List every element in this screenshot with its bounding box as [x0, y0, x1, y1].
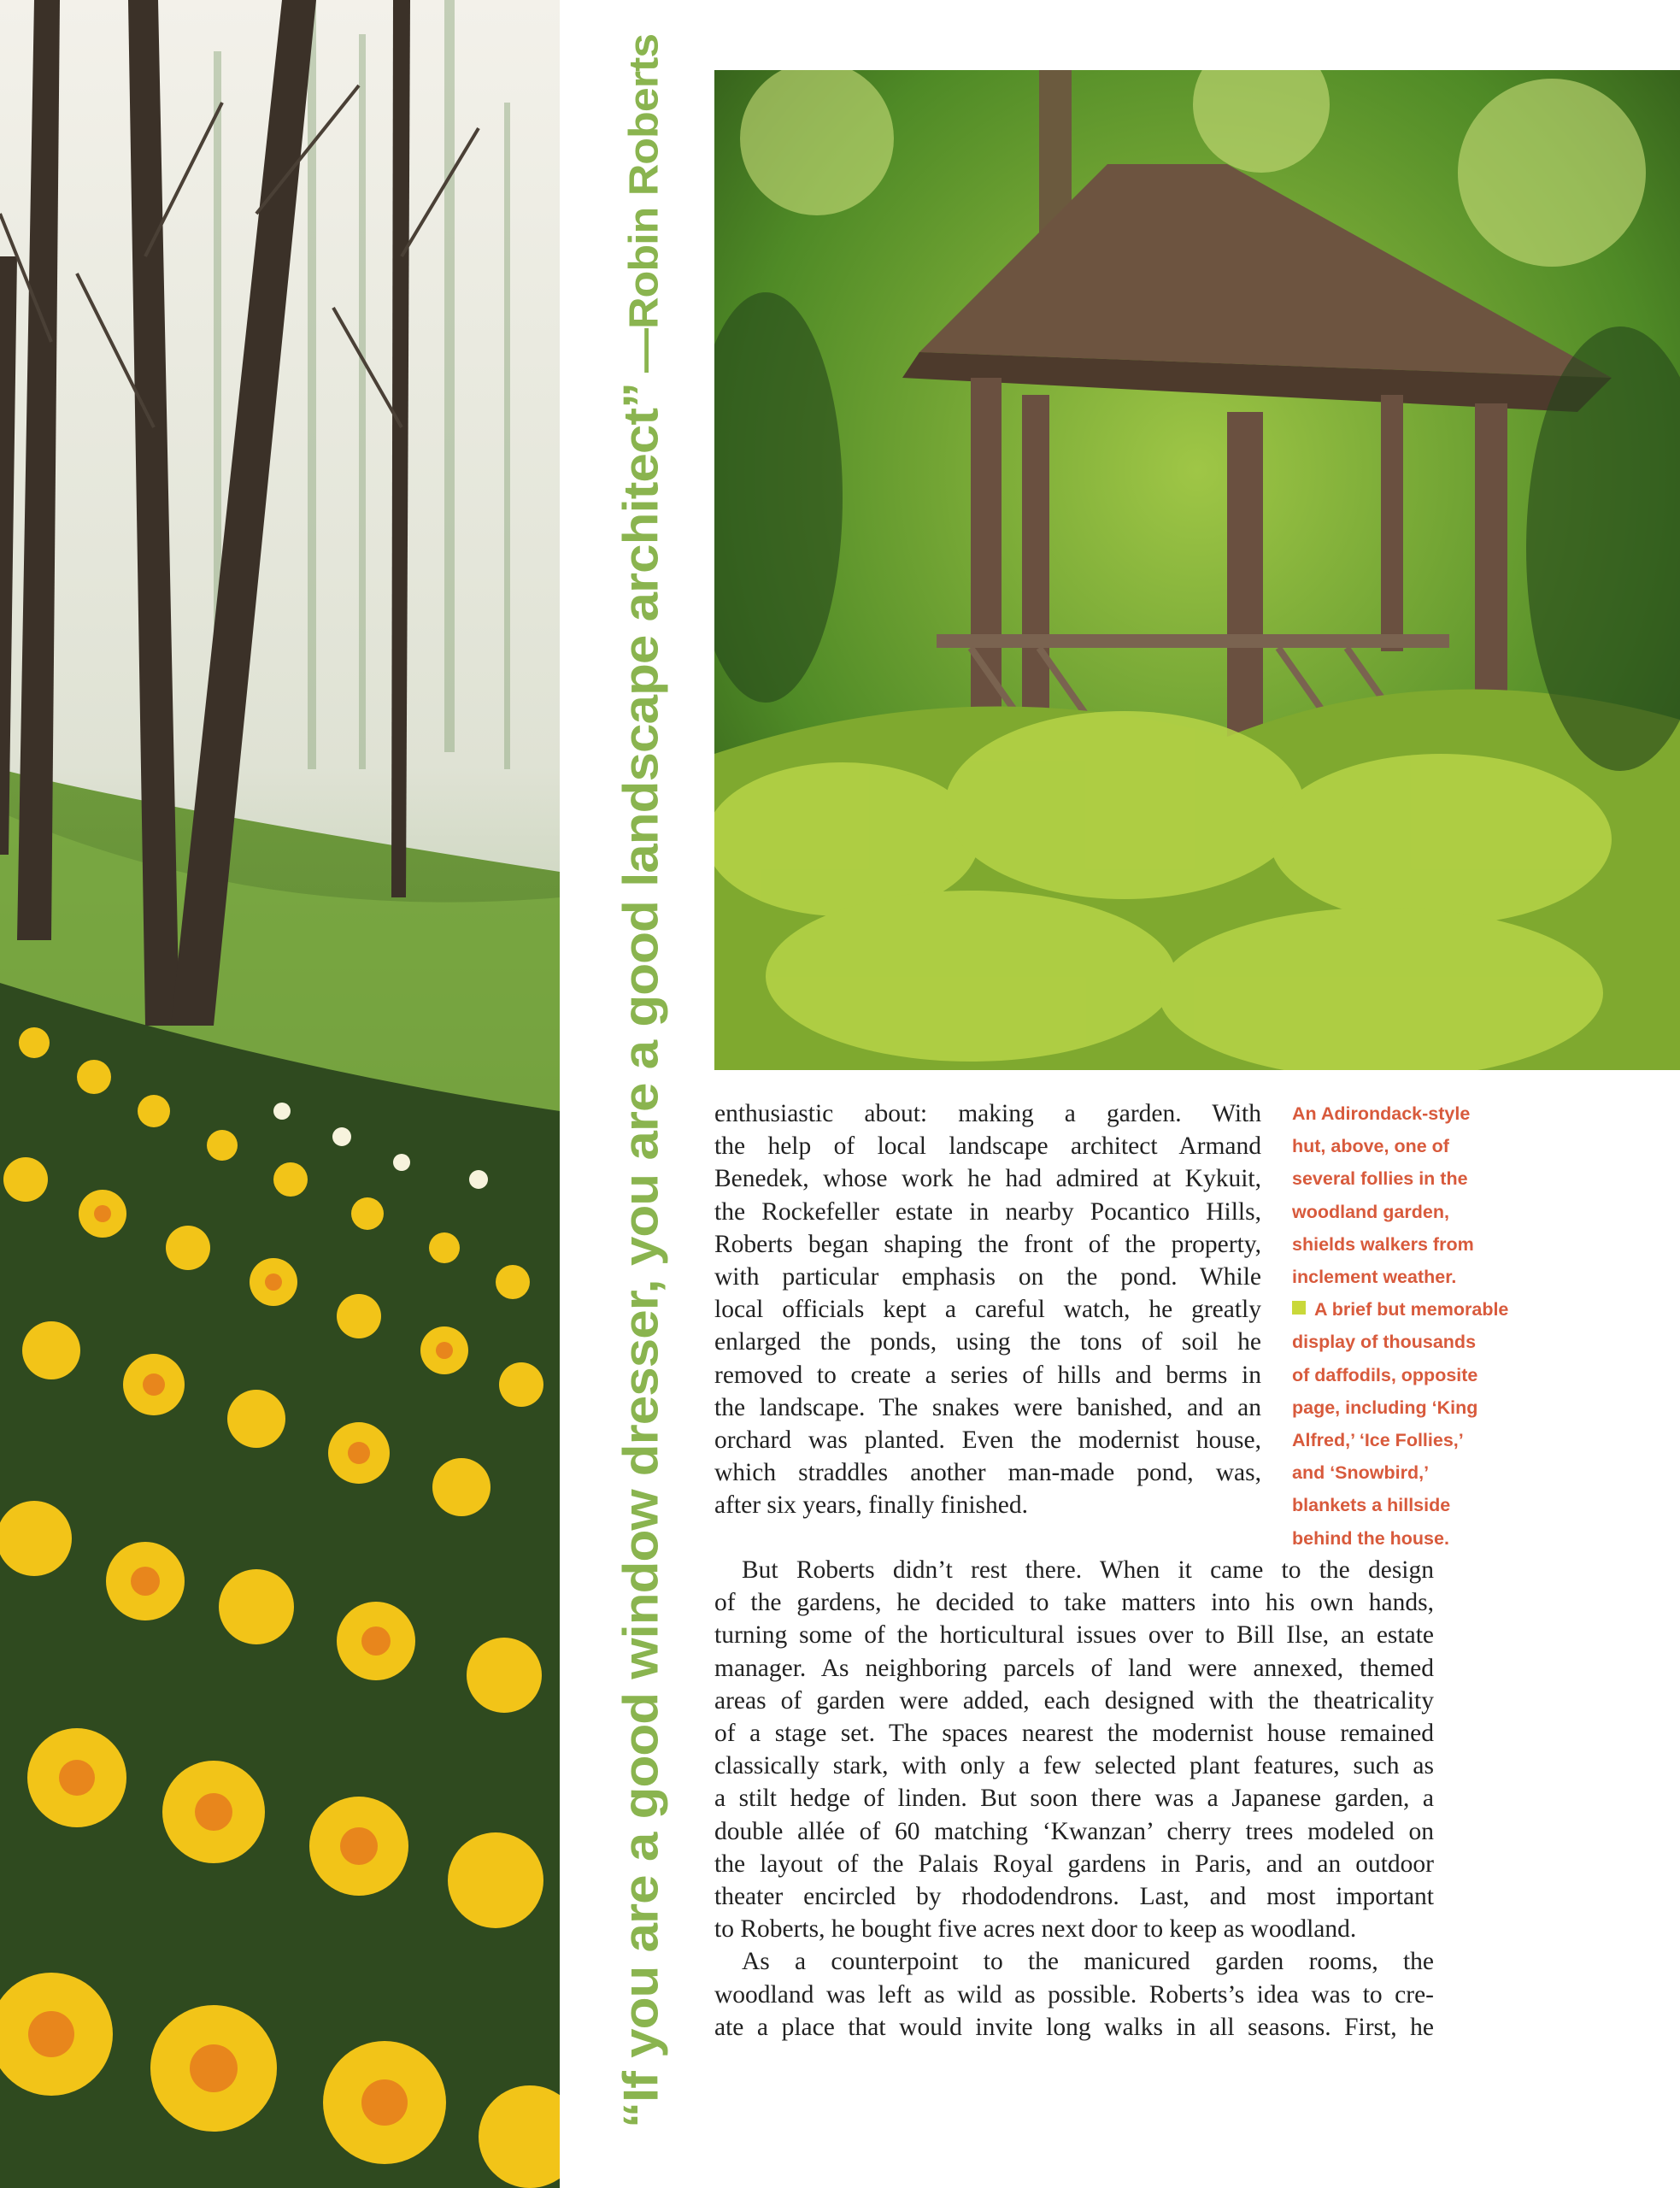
body-text-line: with particular emphasis on the pond. While — [714, 1263, 1261, 1291]
body-text-line: the help of local landscape architect Armand — [714, 1132, 1261, 1161]
caption-bullet-icon — [1292, 1301, 1306, 1315]
caption-line-text: A brief but memorable — [1314, 1299, 1509, 1320]
body-column-long — [714, 1554, 1434, 2044]
body-text-line: turning some of the horticultural issues over to Bill Ilse, an estate — [714, 1621, 1434, 1650]
body-text-line: manager. As neighboring parcels of land were annexed, themed — [714, 1654, 1434, 1682]
body-text-line: But Roberts didn’t rest there. When it came to the design — [742, 1556, 1434, 1584]
daffodil-woodland-photo — [0, 0, 560, 2188]
caption-line: woodland garden, — [1292, 1201, 1449, 1222]
adirondack-hut-illustration — [714, 70, 1680, 1070]
caption-line: display of thousands — [1292, 1332, 1477, 1353]
pull-quote-attribution: —Robin Roberts — [621, 33, 667, 373]
body-text-line: local officials kept a careful watch, he greatly — [714, 1296, 1261, 1324]
caption-line: and ‘Snowbird,’ — [1292, 1462, 1430, 1484]
caption-line: shields walkers from — [1292, 1233, 1474, 1255]
body-text-line: orchard was planted. Even the modernist house, — [714, 1426, 1261, 1455]
body-text-line: the layout of the Palais Royal gardens in Paris, and an outdoor — [714, 1850, 1434, 1878]
body-text-line: of the gardens, he decided to take matters into his own hands, — [714, 1589, 1434, 1617]
caption-line: hut, above, one of — [1292, 1136, 1449, 1157]
caption-line: behind the house. — [1292, 1527, 1449, 1549]
caption-line: page, including ‘King — [1292, 1397, 1478, 1418]
body-text-line: removed to create a series of hills and berms in — [714, 1361, 1261, 1389]
body-text-line: classically stark, with only a few selected plant features, such as — [714, 1752, 1434, 1780]
pull-quote — [614, 34, 669, 2128]
body-text-line: the landscape. The snakes were banished, and an — [714, 1393, 1261, 1421]
body-text-line: ate a place that would invite long walks in all seasons. First, he — [714, 2013, 1434, 2041]
body-text-line: to Roberts, he bought five acres next door to keep as woodland. — [714, 1915, 1357, 1944]
caption-line — [1292, 1293, 1548, 1326]
caption-line: inclement weather. — [1292, 1267, 1457, 1288]
caption-line: Alfred,’ ‘Ice Follies,’ — [1292, 1430, 1464, 1451]
pull-quote-text: “If you are a good window dresser, you are a good landscape architect” — [614, 383, 669, 2128]
body-text-line: areas of garden were added, each designed with the theatricality — [714, 1686, 1434, 1715]
body-text-line: Benedek, whose work he had admired at Kykuit, — [714, 1165, 1261, 1193]
body-text-line: theater encircled by rhododendrons. Last, and most important — [714, 1883, 1434, 1911]
body-text-line: after six years, finally finished. — [714, 1491, 1028, 1520]
caption-line: of daffodils, opposite — [1292, 1364, 1478, 1385]
body-text-line: woodland was left as wild as possible. Roberts’s idea was to cre- — [714, 1980, 1434, 2009]
adirondack-hut-photo — [714, 70, 1680, 1070]
caption-line: blankets a hillside — [1292, 1495, 1451, 1516]
body-text-line: double allée of 60 matching ‘Kwanzan’ cherry trees modeled on — [714, 1817, 1434, 1845]
body-text-line: the Rockefeller estate in nearby Pocantico Hills, — [714, 1197, 1261, 1226]
body-column-short — [714, 1097, 1261, 1522]
body-text-line: a stilt hedge of linden. But soon there was a Japanese garden, a — [714, 1785, 1434, 1813]
caption-line: An Adirondack-style — [1292, 1103, 1471, 1124]
body-text-line: of a stage set. The spaces nearest the modernist house remained — [714, 1720, 1434, 1748]
body-text-line: Roberts began shaping the front of the property, — [714, 1230, 1261, 1258]
caption-line: several follies in the — [1292, 1168, 1468, 1190]
body-text-line: As a counterpoint to the manicured garden rooms, the — [742, 1948, 1434, 1976]
body-text-line: enthusiastic about: making a garden. With — [714, 1100, 1261, 1127]
body-text-line: enlarged the ponds, using the tons of soil he — [714, 1328, 1261, 1356]
body-text-line: which straddles another man-made pond, was, — [714, 1459, 1261, 1487]
photo-caption — [1292, 1097, 1548, 1555]
daffodil-woodland-illustration — [0, 0, 560, 2188]
